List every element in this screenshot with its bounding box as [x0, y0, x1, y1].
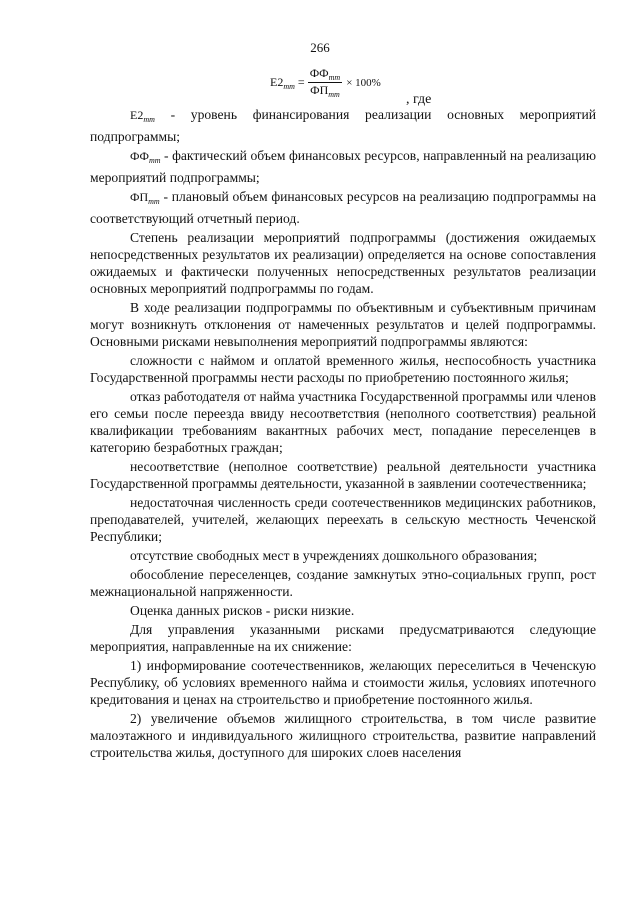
risk-item: сложности с наймом и оплатой временного жилья, неспособность участника Государственной программы нести расходы по приобретению постоянного жилья; [90, 353, 596, 385]
paragraph-implementation-degree: Степень реализации мероприятий подпрограммы (достижения ожидаемых непосредственных результатов их реализации) определяется на основе сопоставления ожидаемых и фактически полученных непосредственных результатов реализации основных мероприятий подпрограммы по годам. [90, 230, 596, 296]
paragraph-mitigation-intro: Для управления указанными рисками предусматриваются следующие мероприятия, направленные на их снижение: [90, 622, 596, 654]
formula-multiplier: × 100% [346, 76, 381, 89]
risk-item: отказ работодателя от найма участника Государственной программы или членов его семьи после переезда ввиду несоответствия (неполного соответствия) реальной квалификации требованиям вакантных рабочих мест, попадание переселенцев в категорию безработных граждан; [90, 389, 596, 455]
formula-numerator [308, 66, 343, 83]
mitigation-item: 2) увеличение объемов жилищного строительства, в том числе развитие малоэтажного и индивидуального жилищного строительства, развитие направлений строительства жилья, доступного для широких слоев населения [90, 711, 596, 760]
formula-equals: = [297, 74, 305, 89]
risk-item: несоответствие (неполное соответствие) реальной деятельности участника Государственной программы деятельности, указанной в заявлении соотечественника; [90, 459, 596, 491]
document-body [90, 106, 596, 763]
formula-numerator-base: ФФ [309, 66, 329, 80]
definition-term [130, 190, 160, 204]
definition-fp [90, 188, 596, 227]
formula-denominator [308, 83, 342, 99]
definition-text: - плановый объем финансовых ресурсов на реализацию подпрограммы на соответствующий отчетный период. [90, 189, 596, 226]
definition-term-sub: тт [148, 197, 160, 206]
risk-item: недостаточная численность среди соотечественников медицинских работников, преподавателей, учителей, желающих переехать в сельскую местность Чеченской Республики; [90, 495, 596, 544]
definition-text: - фактический объем финансовых ресурсов, направленный на реализацию мероприятий подпрограммы; [90, 148, 596, 185]
mitigation-item: 1) информирование соотечественников, желающих переселиться в Чеченскую Республику, об условиях временного найма и стоимости жилья, условиях ипотечного кредитования и ценах на строительство и приобретение постоянного жилья. [90, 658, 596, 707]
risk-item: отсутствие свободных мест в учреждениях дошкольного образования; [130, 548, 538, 563]
formula-lhs-base: E2 [270, 74, 284, 89]
paragraph-risk-assessment: Оценка данных рисков - риски низкие. [130, 603, 355, 618]
formula-denominator-sub: тт [328, 90, 340, 99]
formula-fraction [308, 66, 343, 99]
formula-lhs-sub: тт [283, 81, 295, 91]
definition-term [130, 108, 155, 122]
efficiency-formula [270, 66, 381, 99]
formula-lhs [270, 75, 305, 91]
definition-term-base: ФФ [130, 149, 149, 163]
definition-ff [90, 147, 596, 186]
formula-numerator-sub: тт [328, 73, 341, 82]
page-number: 266 [310, 40, 330, 55]
definition-text: - уровень финансирования реализации основных мероприятий подпрограммы; [90, 107, 596, 144]
definition-term-sub: тт [148, 156, 161, 165]
formula-suffix: , где [406, 92, 432, 107]
formula-denominator-base: ФП [310, 83, 329, 97]
definition-term-base: ФП [130, 190, 149, 204]
definition-term [130, 149, 161, 163]
definition-e2 [90, 106, 596, 145]
definition-term-base: E2 [130, 108, 144, 122]
definition-term-sub: тт [143, 115, 155, 124]
paragraph-risks-intro: В ходе реализации подпрограммы по объективным и субъективным причинам могут возникнуть отклонения от намеченных результатов и целей подпрограммы. Основными рисками невыполнения мероприятий подпрограммы являются: [90, 300, 596, 349]
risk-item: обособление переселенцев, создание замкнутых этно-социальных групп, рост межнациональной напряженности. [90, 567, 596, 599]
